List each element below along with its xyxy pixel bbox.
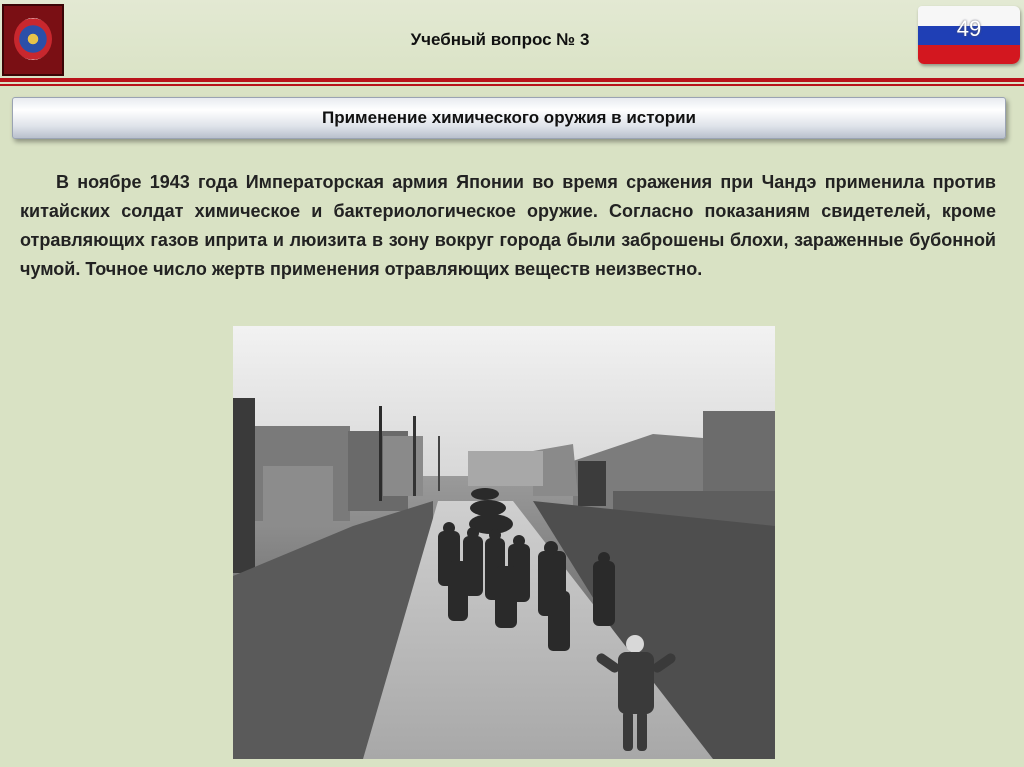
header-divider-thin [0, 84, 1024, 86]
historical-photo [233, 326, 775, 759]
topic-banner [12, 97, 1006, 139]
lesson-title: Учебный вопрос № 3 [410, 30, 590, 49]
military-emblem-icon [2, 4, 64, 76]
emblem-badge [14, 18, 52, 60]
header-divider [0, 78, 1024, 82]
page-number: 49 [956, 16, 982, 41]
body-paragraph: В ноябре 1943 года Императорская армия Японии во время сражения при Чандэ применила против китайских солдат химическое и бактериологическое оружие. Согласно показаниям свидетелей, кроме отравляющих газов иприта и люизита в зону вокруг города были заброшены блохи, зараженные бубонной чумой. Точное число жертв применения отравляющих веществ неизвестно. [20, 172, 996, 279]
topic-title: Применение химического оружия в истории [321, 108, 697, 127]
street-march-photo-image [233, 326, 775, 759]
